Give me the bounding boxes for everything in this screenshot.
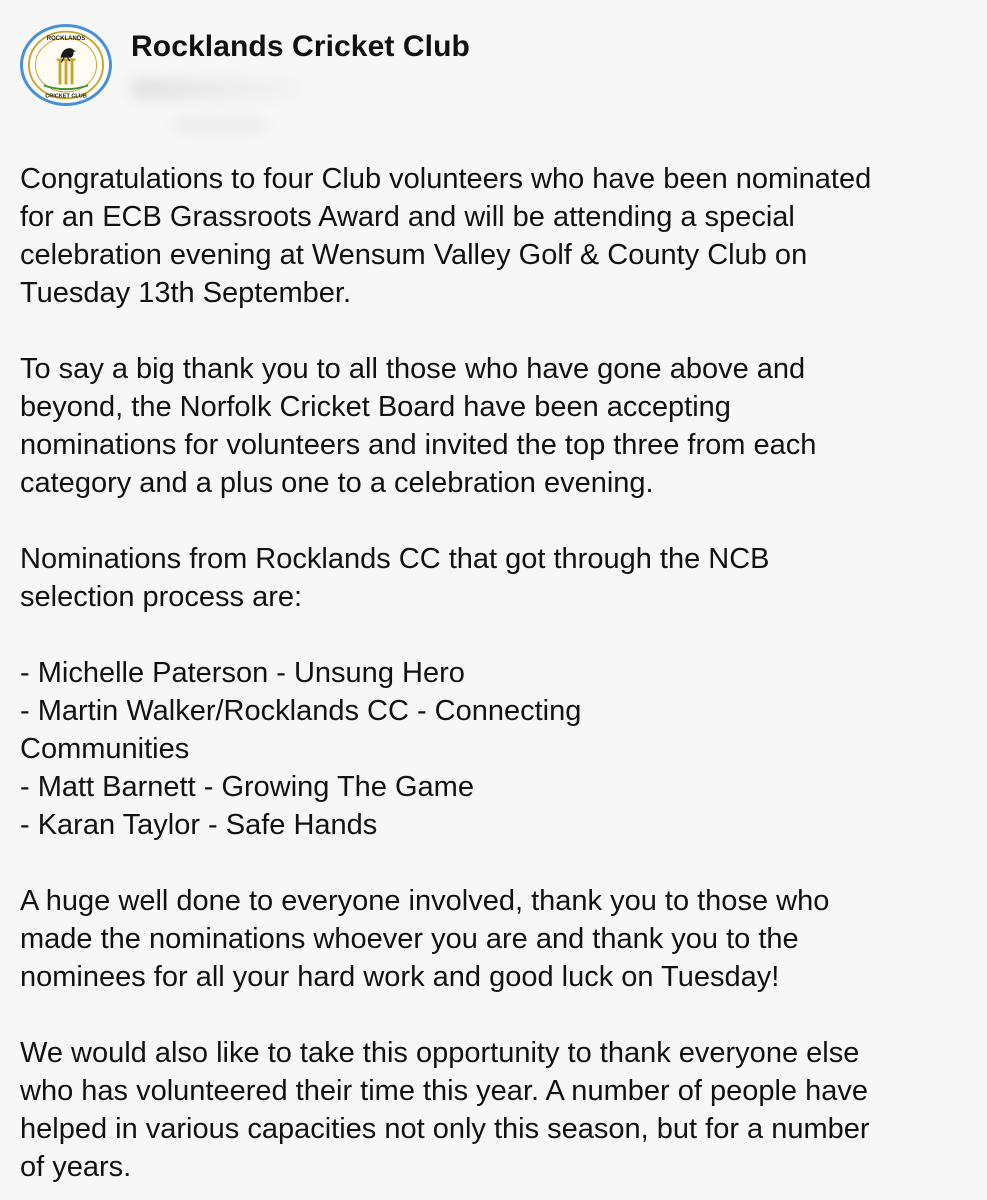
post-body (20, 160, 980, 1186)
blurred-post-meta (130, 78, 300, 100)
paragraph-gap (20, 996, 980, 1034)
post-paragraph-closing: We would also like to take this opportunity to thank everyone else who has volunteered their time this year. A number of people have helped in various capacities not only this season, but for a number of years. (20, 1037, 870, 1183)
post-paragraph-thanks: To say a big thank you to all those who have gone above and beyond, the Norfolk Cricket Board have been accepting nominations for volunteers and invited the top three from each category and a plus one to a celebration evening. (20, 353, 817, 499)
list-item: - Matt Barnett - Growing The Game (20, 771, 474, 803)
list-item: - Michelle Paterson - Unsung Hero (20, 657, 465, 689)
post-paragraph-well-done: A huge well done to everyone involved, thank you to those who made the nominations whoever you are and thank you to the nominees for all your hard work and good luck on Tuesday! (20, 885, 830, 993)
paragraph-gap (20, 616, 980, 654)
crest-top-text: ROCKLANDS (46, 35, 86, 42)
paragraph-gap (20, 844, 980, 882)
post-paragraph-nominations-intro: Nominations from Rocklands CC that got through the NCB selection process are: (20, 543, 770, 613)
paragraph-gap (20, 502, 980, 540)
nominations-list (20, 654, 980, 844)
blurred-post-meta-secondary (175, 118, 265, 132)
crest-bottom-text: CRICKET CLUB (45, 93, 87, 100)
page-name[interactable]: Rocklands Cricket Club (131, 30, 470, 63)
post-header (0, 0, 987, 150)
paragraph-gap (20, 312, 980, 350)
club-avatar[interactable] (20, 24, 112, 106)
list-item: - Karan Taylor - Safe Hands (20, 809, 378, 841)
club-crest-icon (23, 27, 109, 103)
list-item: - Martin Walker/Rocklands CC - Connecting Communities (20, 695, 582, 765)
post-paragraph-intro: Congratulations to four Club volunteers who have been nominated for an ECB Grassroots Award and will be attending a special celebration evening at Wensum Valley Golf & County Club on Tuesday 13th September. (20, 163, 872, 309)
